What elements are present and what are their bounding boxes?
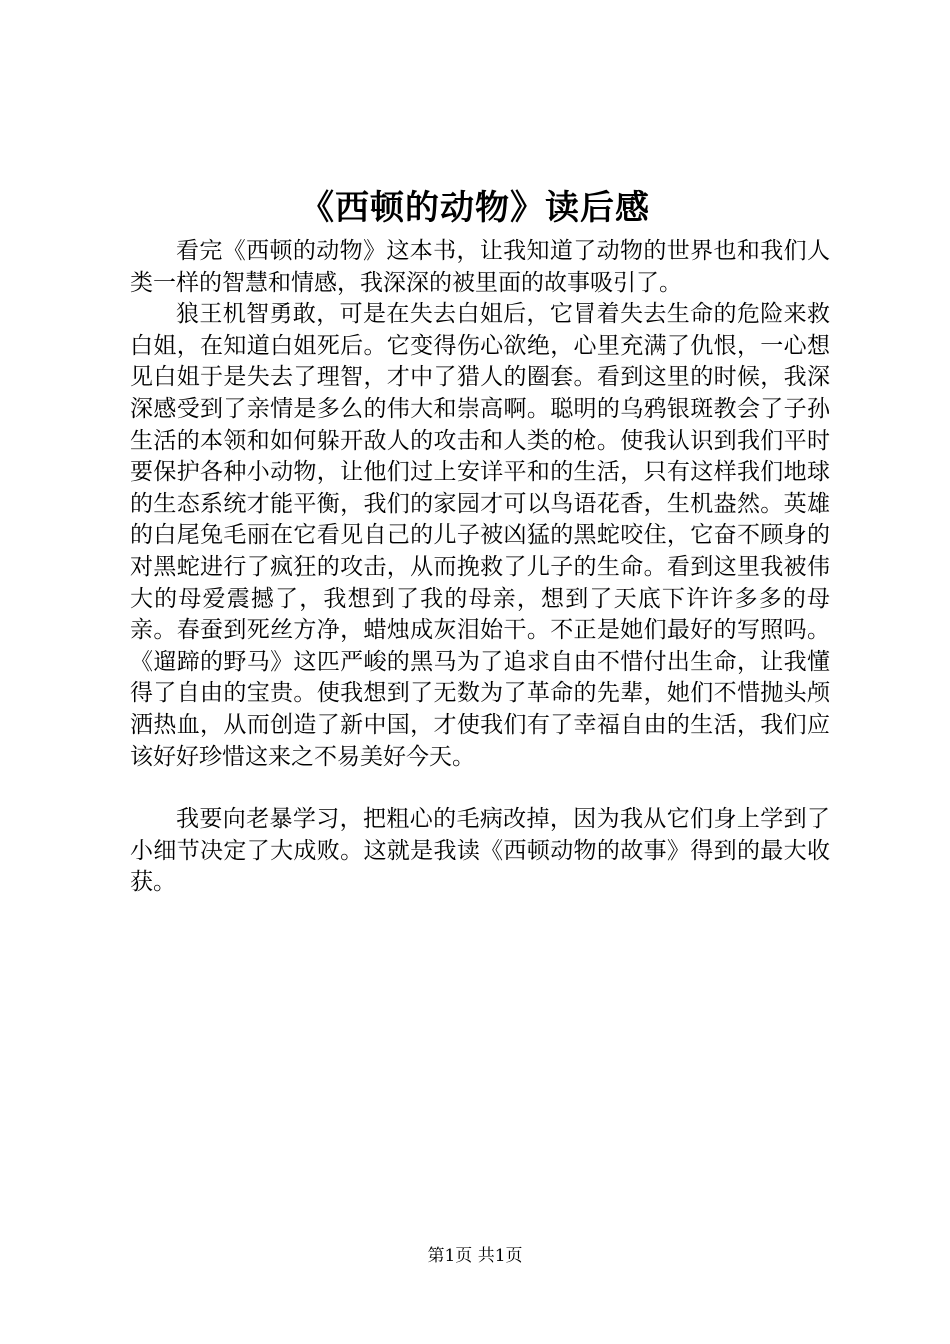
page-number-footer: 第1页 共1页 xyxy=(427,1246,523,1266)
paragraph-conclusion: 我要向老暴学习，把粗心的毛病改掉，因为我从它们身上学到了小细节决定了大成败。这就是我读《西顿动物的故事》得到的最大收获。 xyxy=(130,806,830,896)
paragraph-intro: 看完《西顿的动物》这本书，让我知道了动物的世界也和我们人类一样的智慧和情感，我深深的被里面的故事吸引了。 xyxy=(130,238,830,296)
paragraph-main: 狼王机智勇敢，可是在失去白姐后，它冒着失去生命的危险来救白姐，在知道白姐死后。它变得伤心欲绝，心里充满了仇恨，一心想见白姐于是失去了理智，才中了猎人的圈套。看到这里的时候，我深深感受到了亲情是多么的伟大和崇高啊。聪明的乌鸦银斑教会了子孙生活的本领和如何躲开敌人的攻击和人类的枪。使我认识到我们平时要保护各种小动物，让他们过上安详平和的生活，只有这样我们地球的生态系统才能平衡，我们的家园才可以鸟语花香，生机盎然。英雄的白尾兔毛丽在它看见自己的儿子被凶猛的黑蛇咬住，它奋不顾身的对黑蛇进行了疯狂的攻击，从而挽救了儿子的生命。看到这里我被伟大的母爱震撼了，我想到了我的母亲，想到了天底下许许多多的母亲。春蚕到死丝方净，蜡烛成灰泪始干。不正是她们最好的写照吗。《遛蹄的野马》这匹严峻的黑马为了追求自由不惜付出生命，让我懂得了自由的宝贵。使我想到了无数为了革命的先辈，她们不惜抛头颅洒热血，从而创造了新中国，才使我们有了幸福自由的生活，我们应该好好珍惜这来之不易美好今天。 xyxy=(130,301,830,770)
document-title: 《西顿的动物》读后感 xyxy=(300,188,650,228)
paragraph-spacer xyxy=(130,773,830,804)
document-body xyxy=(130,236,830,899)
